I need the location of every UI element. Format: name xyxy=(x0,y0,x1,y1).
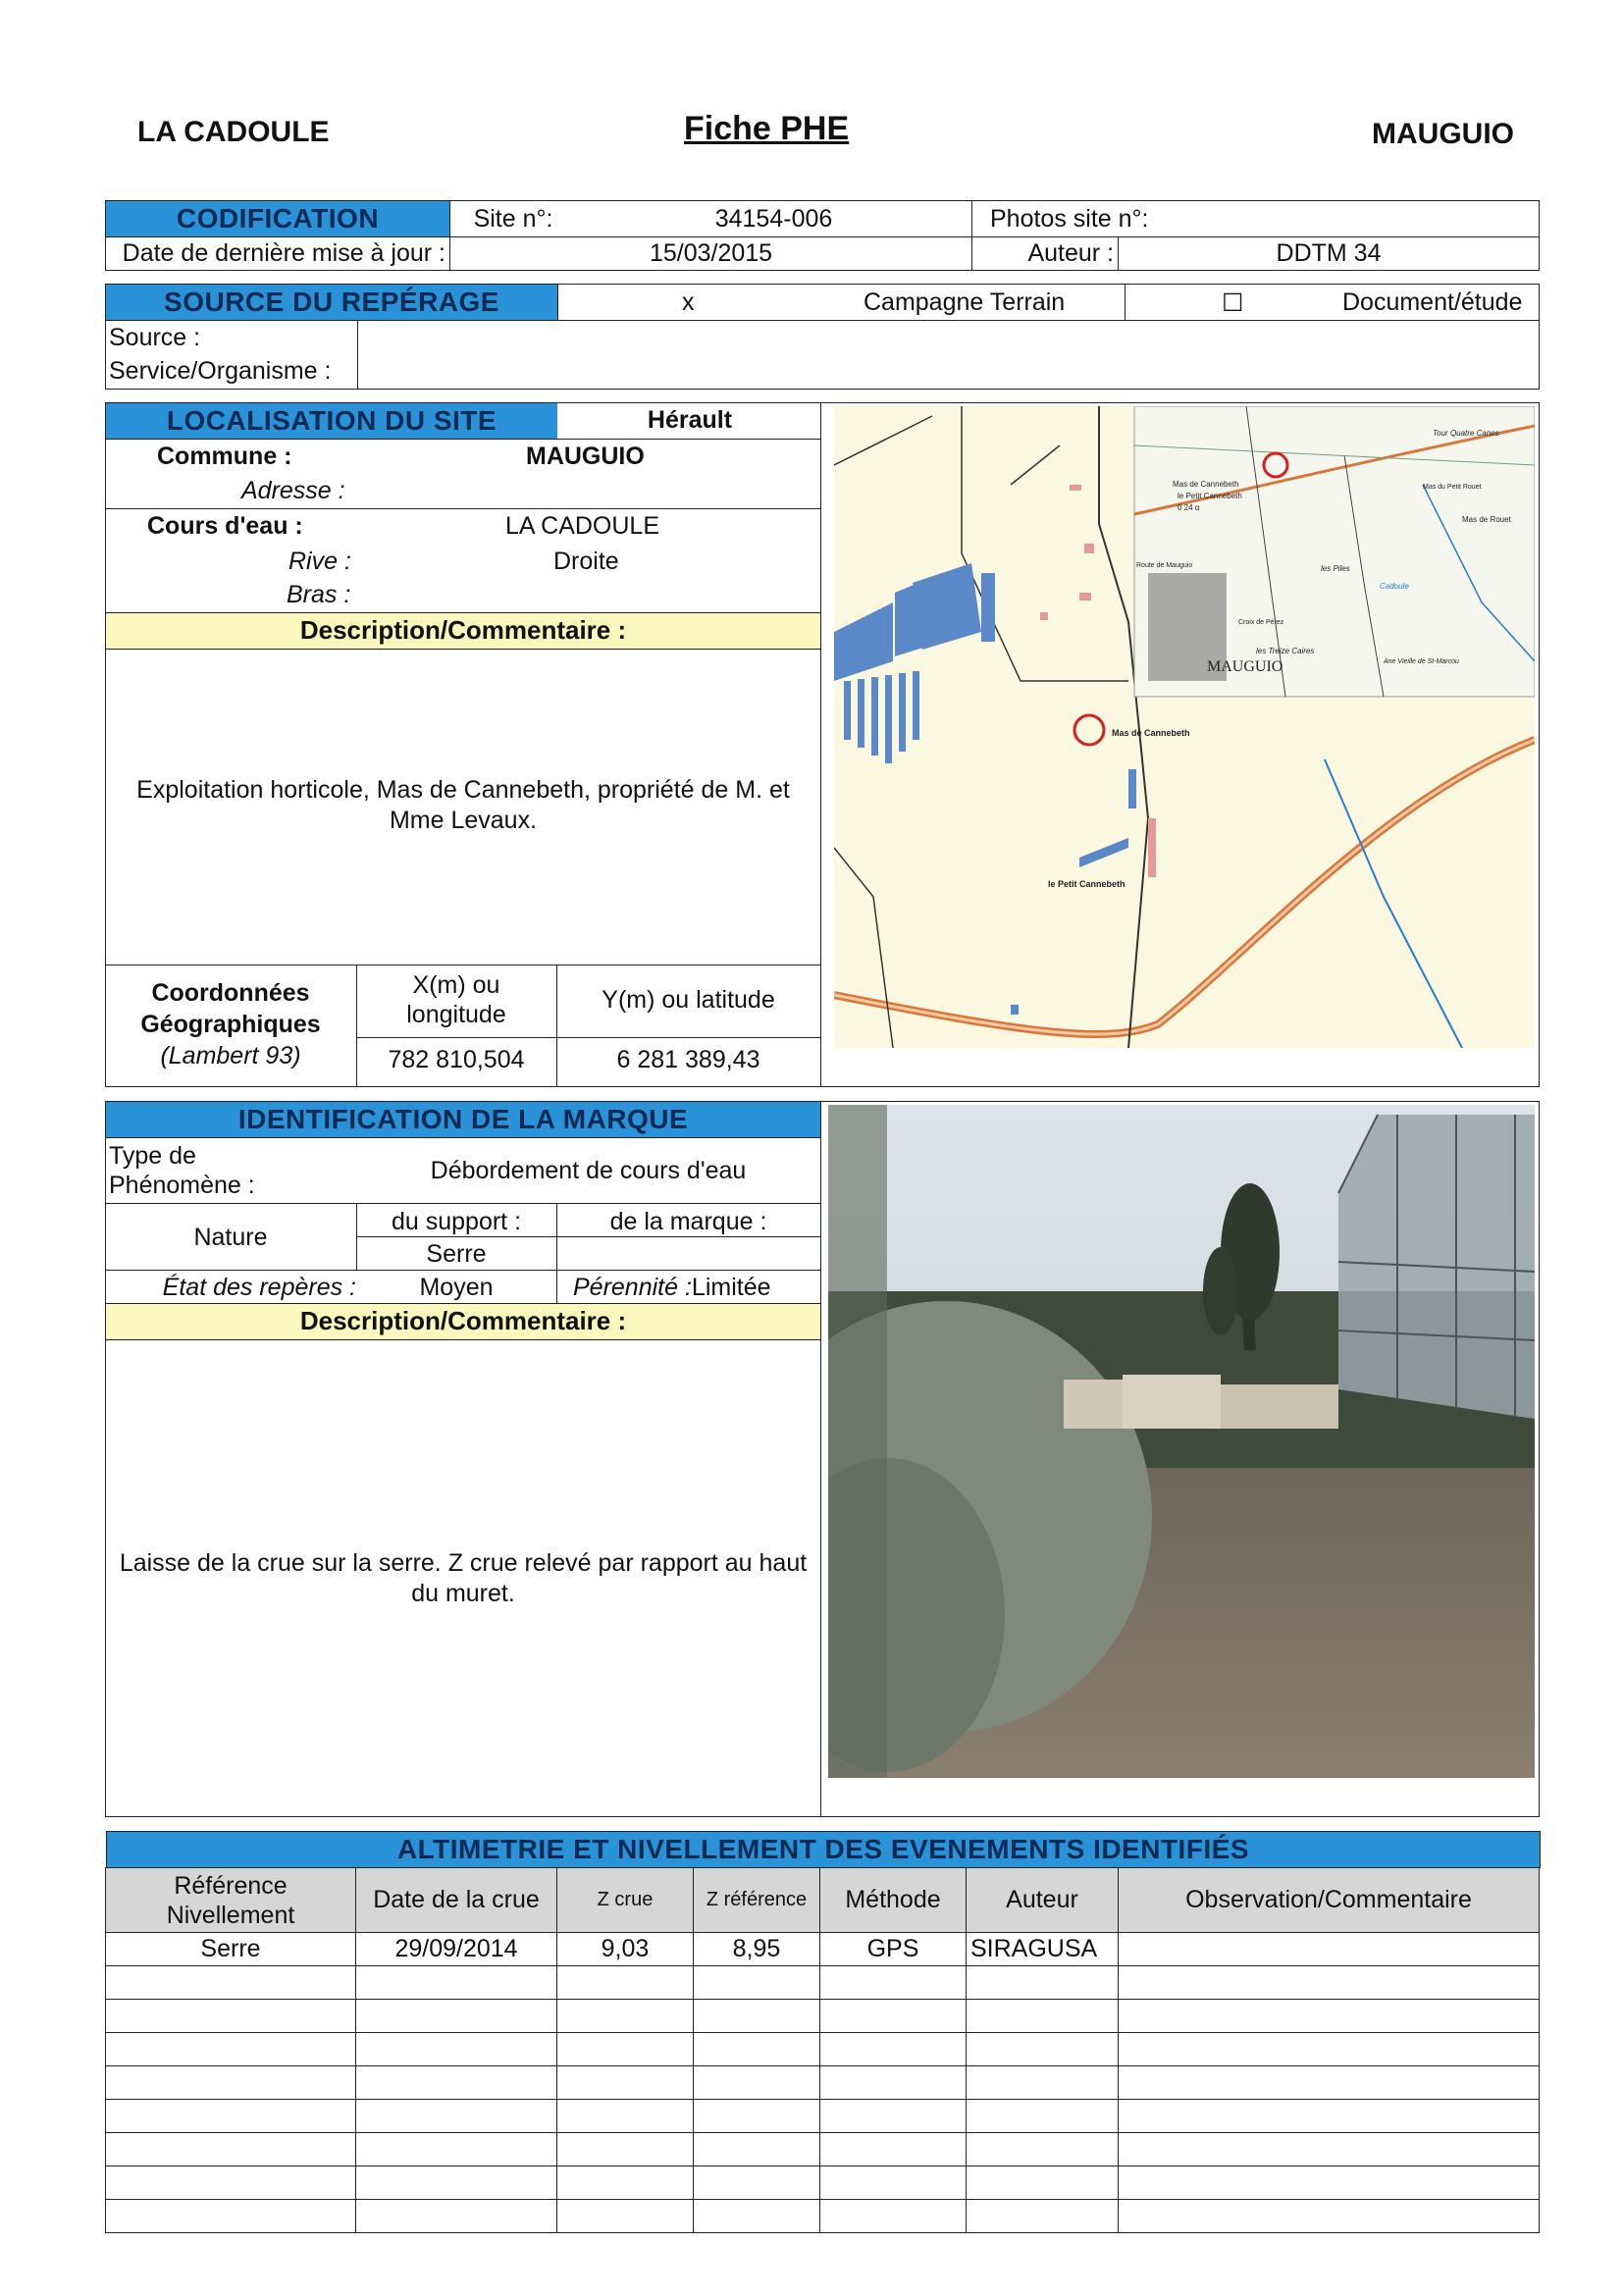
adresse-label: Adresse : xyxy=(241,477,345,504)
y-label: Y(m) ou latitude xyxy=(602,986,775,1014)
etat-label: État des repères : xyxy=(162,1274,356,1301)
table-cell xyxy=(694,2133,820,2166)
svg-text:Mas de Cannebeth: Mas de Cannebeth xyxy=(1173,480,1239,489)
table-cell xyxy=(106,2000,356,2033)
empty-table-row xyxy=(106,2100,1540,2133)
table-cell xyxy=(694,2033,820,2066)
table-cell xyxy=(820,1966,967,2000)
table-cell xyxy=(820,2100,967,2133)
departement: Hérault xyxy=(647,406,733,434)
altimetrie-table xyxy=(105,1867,1540,2233)
perennite-value: Limitée xyxy=(691,1274,771,1301)
etat-value: Moyen xyxy=(419,1274,494,1301)
bras-label: Bras : xyxy=(287,581,351,608)
svg-text:Route de Mauguio: Route de Mauguio xyxy=(1136,562,1193,569)
type-label-1: Type de xyxy=(109,1142,196,1170)
table-cell xyxy=(106,2133,356,2166)
table-cell xyxy=(1119,2033,1540,2066)
identification-title: IDENTIFICATION DE LA MARQUE xyxy=(106,1102,820,1137)
source-check-2[interactable]: ☐ xyxy=(1222,289,1244,317)
altimetrie-header-row xyxy=(106,1868,1540,1933)
empty-table-row xyxy=(106,2066,1540,2100)
topo-inset xyxy=(1134,406,1535,697)
col-observation: Observation/Commentaire xyxy=(1119,1868,1540,1933)
table-cell xyxy=(356,2066,557,2100)
table-cell xyxy=(106,2066,356,2100)
col-reference: Référence Nivellement xyxy=(106,1868,356,1933)
empty-table-row xyxy=(106,2133,1540,2166)
coord-label-2: Géographiques xyxy=(140,1011,321,1038)
localisation-desc-title: Description/Commentaire : xyxy=(106,612,820,650)
page-title: Fiche PHE xyxy=(684,110,850,147)
table-cell xyxy=(820,2200,967,2233)
x-label-1: X(m) ou xyxy=(412,971,500,999)
table-cell xyxy=(694,2000,820,2033)
table-cell xyxy=(557,2133,694,2166)
site-map xyxy=(834,406,1535,1048)
type-value: Débordement de cours d'eau xyxy=(430,1157,747,1184)
table-cell xyxy=(106,2166,356,2200)
y-value: 6 281 389,43 xyxy=(616,1046,760,1073)
empty-table-row xyxy=(106,2000,1540,2033)
table-cell xyxy=(967,1966,1119,2000)
table-cell xyxy=(694,2200,820,2233)
svg-text:Mas de Rouet: Mas de Rouet xyxy=(1462,515,1511,524)
codification-table xyxy=(105,200,1540,271)
site-label: Site n°: xyxy=(450,201,577,237)
map-label-mas: Mas de Cannebeth xyxy=(1112,728,1190,738)
site-photo xyxy=(828,1105,1535,1778)
table-cell xyxy=(106,2033,356,2066)
table-cell xyxy=(356,2100,557,2133)
svg-text:Tour Quatre Canes: Tour Quatre Canes xyxy=(1433,429,1499,438)
table-cell xyxy=(1119,2166,1540,2200)
support-value: Serre xyxy=(426,1240,487,1268)
col-z-crue: Z crue xyxy=(557,1868,694,1933)
header-left: LA CADOULE xyxy=(137,116,330,148)
table-cell xyxy=(820,2066,967,2100)
codification-title: CODIFICATION xyxy=(106,201,450,237)
svg-text:le Petit Cannebeth: le Petit Cannebeth xyxy=(1178,492,1242,500)
rive-label: Rive : xyxy=(288,548,351,575)
empty-table-row xyxy=(106,2166,1540,2200)
localisation-desc-text: Exploitation horticole, Mas de Cannebeth, propriété de M. et Mme Levaux. xyxy=(136,776,790,834)
type-label-2: Phénomène : xyxy=(109,1172,255,1199)
empty-table-row xyxy=(106,1966,1540,2000)
table-cell xyxy=(1119,2000,1540,2033)
table-cell xyxy=(356,2133,557,2166)
table-cell xyxy=(557,2200,694,2233)
empty-table-row xyxy=(106,2200,1540,2233)
svg-text:Ane Vieille de St-Marcou: Ane Vieille de St-Marcou xyxy=(1384,658,1459,665)
x-label-2: longitude xyxy=(406,1001,506,1028)
col-date: Date de la crue xyxy=(356,1868,557,1933)
table-cell xyxy=(1119,1966,1540,2000)
col-methode: Méthode xyxy=(820,1868,967,1933)
table-cell xyxy=(356,2033,557,2066)
table-cell xyxy=(967,2200,1119,2233)
table-cell xyxy=(1119,2066,1540,2100)
table-cell xyxy=(967,2000,1119,2033)
table-cell: SIRAGUSA xyxy=(967,1933,1119,1966)
svg-text:Mas du Petit Rouet: Mas du Petit Rouet xyxy=(1423,484,1482,491)
source-title: SOURCE DU REPÉRAGE xyxy=(106,285,557,320)
map-label-petit: le Petit Cannebeth xyxy=(1048,879,1126,889)
table-cell xyxy=(820,2166,967,2200)
table-cell xyxy=(694,2100,820,2133)
date-value: 15/03/2015 xyxy=(450,237,972,271)
table-cell xyxy=(106,2100,356,2133)
commune-label: Commune : xyxy=(157,443,292,470)
auteur-value: DDTM 34 xyxy=(1119,237,1540,271)
svg-text:Croix de Pérez: Croix de Pérez xyxy=(1238,619,1284,626)
svg-text:0 24 ɑ: 0 24 ɑ xyxy=(1178,503,1200,512)
table-cell xyxy=(106,2200,356,2233)
table-cell xyxy=(557,2033,694,2066)
site-value: 34154-006 xyxy=(576,201,972,237)
empty-table-row xyxy=(106,2033,1540,2066)
table-cell xyxy=(557,2066,694,2100)
source-label: Source : xyxy=(109,324,201,351)
table-cell xyxy=(1119,2133,1540,2166)
svg-text:Cadoule: Cadoule xyxy=(1380,582,1409,591)
support-label: du support : xyxy=(391,1208,522,1235)
table-cell xyxy=(106,1966,356,2000)
service-label: Service/Organisme : xyxy=(109,357,332,385)
svg-text:les Treize Caires: les Treize Caires xyxy=(1256,647,1315,655)
table-cell: Serre xyxy=(106,1933,356,1966)
photos-label: Photos site n°: xyxy=(972,201,1540,237)
table-cell xyxy=(356,2166,557,2200)
source-check-1[interactable]: x xyxy=(682,288,695,316)
perennite xyxy=(573,1274,771,1302)
cours-value: LA CADOULE xyxy=(505,512,660,540)
table-cell xyxy=(694,2066,820,2100)
table-cell xyxy=(694,2166,820,2200)
commune-value: MAUGUIO xyxy=(526,443,645,470)
source-option-document: Document/étude xyxy=(1342,288,1523,316)
table-cell xyxy=(1119,2100,1540,2133)
source-option-terrain: Campagne Terrain xyxy=(864,288,1066,316)
table-cell xyxy=(557,1966,694,2000)
coord-label-3: (Lambert 93) xyxy=(160,1042,301,1070)
table-cell xyxy=(1119,2200,1540,2233)
identification-desc-text: Laisse de la crue sur la serre. Z crue relevé par rapport au haut du muret. xyxy=(119,1549,808,1607)
table-cell xyxy=(967,2133,1119,2166)
table-cell: 9,03 xyxy=(557,1933,694,1966)
auteur-label: Auteur : xyxy=(972,237,1119,271)
inset-town: MAUGUIO xyxy=(1207,658,1283,675)
table-cell xyxy=(356,2200,557,2233)
table-cell xyxy=(967,2066,1119,2100)
svg-text:les Piles: les Piles xyxy=(1321,564,1350,573)
col-auteur: Auteur xyxy=(967,1868,1119,1933)
table-cell xyxy=(820,2133,967,2166)
rive-value: Droite xyxy=(553,548,619,575)
perennite-label: Pérennité : xyxy=(573,1274,692,1301)
table-cell xyxy=(557,2100,694,2133)
header-right: MAUGUIO xyxy=(1372,118,1514,150)
table-cell xyxy=(356,2000,557,2033)
table-cell xyxy=(356,1966,557,2000)
table-cell xyxy=(557,2166,694,2200)
table-cell xyxy=(967,2166,1119,2200)
date-label: Date de dernière mise à jour : xyxy=(106,237,450,271)
col-z-reference: Z référence xyxy=(694,1868,820,1933)
marque-label: de la marque : xyxy=(609,1208,767,1235)
table-cell xyxy=(967,2100,1119,2133)
coord-label-1: Coordonnées xyxy=(151,979,310,1007)
table-cell xyxy=(694,1966,820,2000)
table-cell: 8,95 xyxy=(694,1933,820,1966)
identification-desc-title: Description/Commentaire : xyxy=(106,1303,820,1340)
table-cell xyxy=(1119,1933,1540,1966)
table-row xyxy=(106,1933,1540,1966)
table-cell: 29/09/2014 xyxy=(356,1933,557,1966)
table-cell xyxy=(820,2033,967,2066)
localisation-title: LOCALISATION DU SITE xyxy=(106,403,557,439)
table-cell xyxy=(967,2033,1119,2066)
nature-label: Nature xyxy=(193,1224,268,1251)
table-cell xyxy=(557,2000,694,2033)
x-value: 782 810,504 xyxy=(388,1046,525,1073)
altimetrie-title: ALTIMETRIE ET NIVELLEMENT DES EVENEMENTS IDENTIFIÉS xyxy=(106,1831,1541,1868)
table-cell xyxy=(820,2000,967,2033)
cours-label: Cours d'eau : xyxy=(147,512,303,540)
table-cell: GPS xyxy=(820,1933,967,1966)
